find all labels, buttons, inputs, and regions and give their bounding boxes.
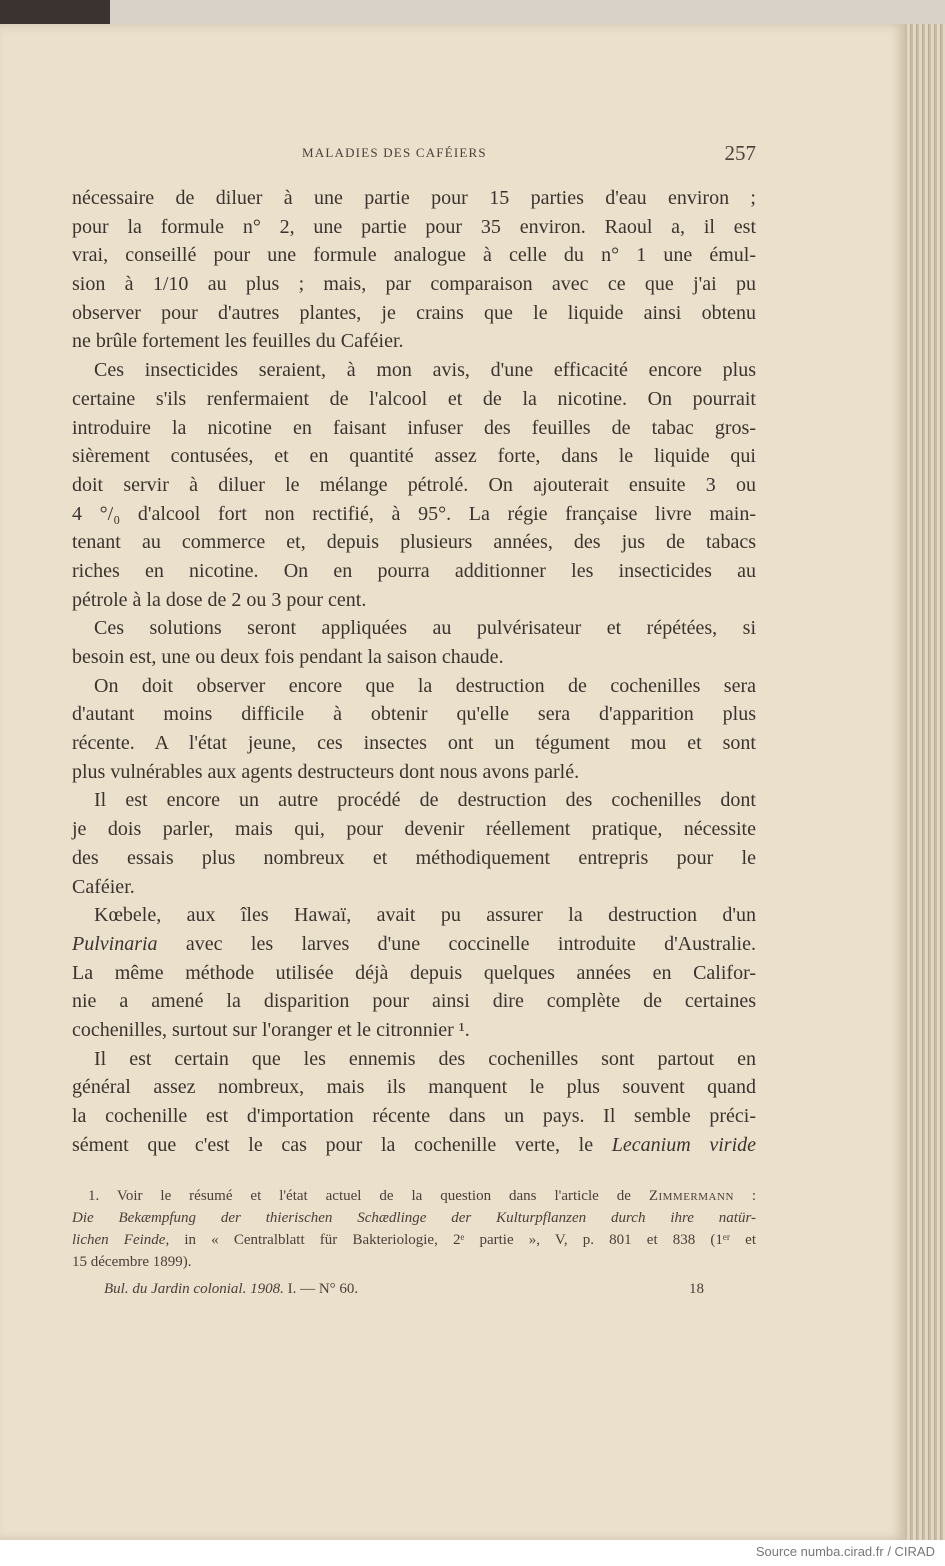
line-text: doit servir à diluer le mélange pétrolé. On ajouterait ensuite 3 ou xyxy=(72,473,756,496)
footnote-text: : xyxy=(733,1188,756,1204)
line-text: Kœbele, aux îles Hawaï, avait pu assurer la destruction d'un xyxy=(94,904,756,927)
text-line xyxy=(72,1016,756,1045)
text-line xyxy=(72,786,756,815)
text-line xyxy=(72,500,756,529)
text-line xyxy=(72,700,756,729)
line-text: général assez nombreux, mais ils manquent le plus souvent quand xyxy=(72,1076,756,1099)
footnote-text: 15 décembre 1899). xyxy=(72,1254,192,1270)
line-text: nécessaire de diluer à une partie pour 15 parties d'eau environ ; xyxy=(72,187,756,209)
text-line xyxy=(72,356,756,385)
footnote-title: lichen Feinde xyxy=(72,1232,166,1248)
line-text: Il est certain que les ennemis des cochenilles sont partout en xyxy=(94,1047,756,1070)
footnote-author: Zimmermann xyxy=(648,1188,734,1204)
book-edge xyxy=(0,0,110,24)
text-line xyxy=(72,184,756,213)
line-text: cochenilles, surtout sur l'oranger et le citronnier ¹. xyxy=(72,1018,470,1041)
footnote-title: Die Bekæmpfung der thierischen Schædlinge der Kulturpflanzen durch ihre natür- xyxy=(72,1210,756,1226)
text-line xyxy=(72,815,756,844)
line-text: d'autant moins difficile à obtenir qu'elle sera d'apparition plus xyxy=(72,703,756,726)
footnote xyxy=(72,1185,756,1273)
text-line xyxy=(72,1073,756,1102)
line-text: Ces solutions seront appliquées au pulvérisateur et répétées, si xyxy=(94,617,756,640)
line-text: certaine s'ils renfermaient de l'alcool et de la nicotine. On pourrait xyxy=(72,387,756,410)
journal-reference xyxy=(104,1281,358,1298)
line-text: observer pour d'autres plantes, je crains que le liquide ainsi obtenu xyxy=(72,301,756,324)
footnote-line xyxy=(72,1207,756,1229)
text-line xyxy=(72,299,756,328)
footnote-line xyxy=(72,1185,756,1207)
text-line xyxy=(72,758,756,787)
text-line xyxy=(72,729,756,758)
text-line xyxy=(72,930,756,959)
text-line xyxy=(72,987,756,1016)
line-text: tenant au commerce et, depuis plusieurs années, des jus de tabacs xyxy=(72,531,756,554)
italic-term: Lecanium viride xyxy=(611,1133,756,1156)
line-text: riches en nicotine. On en pourra additionner les insecticides au xyxy=(72,559,756,582)
footnote-text: 1. Voir le résumé et l'état actuel de la question dans l'article de xyxy=(88,1188,649,1204)
line-text: pour la formule n° 2, une partie pour 35 environ. Raoul a, il est xyxy=(72,215,756,238)
footnote-line xyxy=(72,1229,756,1251)
footnote-text: , in « Centralblatt für Bakteriologie, 2ᵉ partie », V, p. 801 et 838 (1ᵉʳ et xyxy=(165,1232,756,1248)
line-text: des essais plus nombreux et méthodiquement entrepris pour le xyxy=(72,846,756,869)
text-line xyxy=(72,1102,756,1131)
text-line xyxy=(72,959,756,988)
line-text: introduire la nicotine en faisant infuser des feuilles de tabac gros- xyxy=(72,416,756,439)
text-line xyxy=(72,873,756,902)
line-text: Ces insecticides seraient, à mon avis, d'une efficacité encore plus xyxy=(94,359,756,382)
line-text: ne brûle fortement les feuilles du Caféier. xyxy=(72,330,404,353)
body-text xyxy=(72,184,756,1159)
line-text: vrai, conseillé pour une formule analogue à celle du n° 1 une émul- xyxy=(72,244,756,267)
text-line xyxy=(72,844,756,873)
journal-issue: I. — N° 60. xyxy=(283,1281,359,1297)
source-credit: Source numba.cirad.fr / CIRAD xyxy=(755,1544,935,1559)
line-text: plus vulnérables aux agents destructeurs dont nous avons parlé. xyxy=(72,760,580,783)
line-text: récente. A l'état jeune, ces insectes ont un tégument mou et sont xyxy=(72,732,756,755)
running-head xyxy=(72,141,756,165)
text-line xyxy=(72,442,756,471)
line-text: Caféier. xyxy=(72,875,135,898)
signature-mark: 18 xyxy=(689,1281,704,1297)
text-line xyxy=(72,614,756,643)
line-text: nie a amené la disparition pour ainsi dire complète de certaines xyxy=(72,990,756,1013)
line-text: je dois parler, mais qui, pour devenir réellement pratique, nécessite xyxy=(72,818,756,841)
text-line xyxy=(72,213,756,242)
text-line xyxy=(72,643,756,672)
line-text: besoin est, une ou deux fois pendant la saison chaude. xyxy=(72,646,504,668)
line-text: 4 °/₀ d'alcool fort non rectifié, à 95°. La régie française livre main- xyxy=(72,502,756,525)
text-line xyxy=(72,414,756,443)
text-line xyxy=(72,327,756,356)
line-text: sièrement contusées, et en quantité assez forte, dans le liquide qui xyxy=(72,445,756,468)
book-edge xyxy=(110,0,945,24)
text-line xyxy=(72,672,756,701)
text-line xyxy=(72,1131,756,1160)
line-text: On doit observer encore que la destruction de cochenilles sera xyxy=(94,674,756,697)
text-line xyxy=(72,528,756,557)
line-text: avec les larves d'une coccinelle introduite d'Australie. xyxy=(157,932,756,955)
text-line xyxy=(72,586,756,615)
line-text: La même méthode utilisée déjà depuis quelques années en Califor- xyxy=(72,961,756,984)
running-head-title: MALADIES DES CAFÉIERS xyxy=(302,145,487,160)
line-text: sion à 1/10 au plus ; mais, par comparaison avec ce que j'ai pu xyxy=(72,273,756,296)
line-text: Il est encore un autre procédé de destruction des cochenilles dont xyxy=(94,789,756,812)
footnote-line xyxy=(72,1251,756,1273)
text-line xyxy=(72,557,756,586)
italic-term: Pulvinaria xyxy=(72,932,158,955)
line-text: la cochenille est d'importation récente dans un pays. Il semble préci- xyxy=(72,1105,756,1127)
line-text: sément que c'est le cas pour la cochenille verte, le xyxy=(72,1133,612,1156)
journal-title: Bul. du Jardin colonial. 1908. xyxy=(104,1281,284,1297)
text-line xyxy=(72,385,756,414)
text-line xyxy=(72,901,756,930)
page-edges xyxy=(905,24,945,1540)
page-number: 257 xyxy=(724,141,756,165)
text-line xyxy=(72,471,756,500)
text-line xyxy=(72,1045,756,1074)
line-text: pétrole à la dose de 2 ou 3 pour cent. xyxy=(72,588,367,611)
text-line xyxy=(72,270,756,299)
text-line xyxy=(72,241,756,270)
